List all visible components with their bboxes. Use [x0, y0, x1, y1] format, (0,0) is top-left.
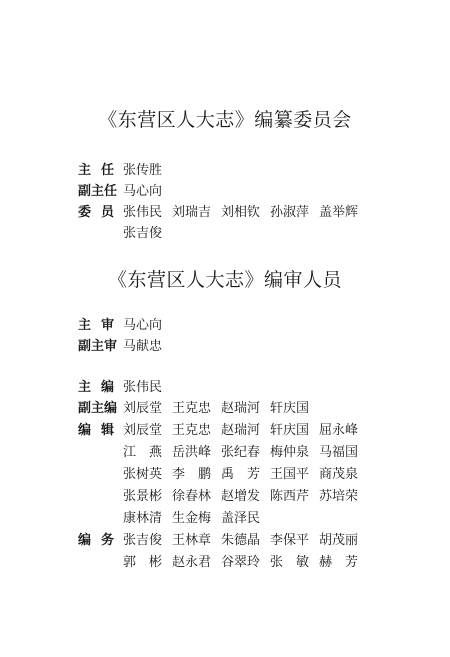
- deputy-reviewer-name: 马献忠: [123, 339, 163, 354]
- director-name: 张传胜: [123, 163, 163, 178]
- person-name: 商茂泉: [319, 467, 359, 482]
- deputy-editor-names: [123, 398, 319, 420]
- person-name: 李保平: [270, 533, 310, 548]
- person-name: 张吉俊: [123, 226, 163, 241]
- editorial-staff-title: 《东营区人大志》编审人员: [107, 269, 342, 291]
- person-name: 盖举辉: [319, 205, 359, 220]
- person-name: 梅仲泉: [270, 445, 310, 460]
- person-name: 胡茂丽: [319, 533, 359, 548]
- person-name: 张伟民: [123, 205, 163, 220]
- chief-reviewer-label: 主审: [78, 318, 125, 333]
- director-label: 主任: [78, 163, 125, 178]
- person-name: 禹 芳: [221, 467, 261, 482]
- committee-title: 《东营区人大志》编纂委员会: [98, 109, 352, 131]
- person-name: 刘瑞吉: [172, 205, 212, 220]
- person-name: 王林章: [172, 533, 212, 548]
- person-name: 徐春林: [172, 489, 212, 504]
- person-name: 刘辰堂: [123, 401, 163, 416]
- person-name: 赫 芳: [319, 555, 359, 570]
- deputy-editors-label: 副主编: [78, 401, 118, 416]
- person-name: 轩庆国: [270, 401, 310, 416]
- chief-editor-label: 主编: [78, 380, 125, 395]
- editor-names: [123, 420, 368, 442]
- person-name: 生金梅: [172, 511, 212, 526]
- member-names: [123, 202, 368, 224]
- person-name: 郭 彬: [123, 555, 163, 570]
- person-name: 张树英: [123, 467, 163, 482]
- person-name: 江 燕: [123, 445, 163, 460]
- chief-reviewer-name: 马心向: [123, 318, 163, 333]
- person-name: 马福国: [319, 445, 359, 460]
- person-name: 张吉俊: [123, 533, 163, 548]
- deputy-director-label: 副主任: [78, 184, 118, 199]
- person-name: 刘辰堂: [123, 423, 163, 438]
- editor-names: [123, 486, 368, 508]
- person-name: 赵瑞河: [221, 423, 261, 438]
- person-name: 轩庆国: [270, 423, 310, 438]
- staff-label: 编务: [78, 533, 125, 548]
- person-name: 赵瑞河: [221, 401, 261, 416]
- person-name: 康林清: [123, 511, 163, 526]
- editors-label: 编辑: [78, 423, 125, 438]
- person-name: 屈永峰: [319, 423, 359, 438]
- person-name: 苏培荣: [319, 489, 359, 504]
- person-name: 赵永君: [172, 555, 212, 570]
- staff-names: [123, 552, 368, 574]
- person-name: 岳洪峰: [172, 445, 212, 460]
- deputy-reviewer-label: 副主审: [78, 339, 118, 354]
- editor-names: [123, 442, 368, 464]
- editor-names: [123, 508, 270, 530]
- person-name: 王国平: [270, 467, 310, 482]
- person-name: 刘相钦: [221, 205, 261, 220]
- person-name: 赵增发: [221, 489, 261, 504]
- person-name: 张 敏: [270, 555, 310, 570]
- deputy-director-name: 马心向: [123, 184, 163, 199]
- person-name: 王克忠: [172, 401, 212, 416]
- person-name: 李 鹏: [172, 467, 212, 482]
- person-name: 王克忠: [172, 423, 212, 438]
- chief-editor-name: 张伟民: [123, 380, 163, 395]
- members-label: 委员: [78, 205, 125, 220]
- member-names: [123, 223, 172, 245]
- staff-names: [123, 530, 368, 552]
- person-name: 朱德晶: [221, 533, 261, 548]
- person-name: 张景彬: [123, 489, 163, 504]
- person-name: 张纪春: [221, 445, 261, 460]
- person-name: 陈西芹: [270, 489, 310, 504]
- person-name: 谷翠玲: [221, 555, 261, 570]
- person-name: 孙淑萍: [270, 205, 310, 220]
- person-name: 盖泽民: [221, 511, 261, 526]
- editor-names: [123, 464, 368, 486]
